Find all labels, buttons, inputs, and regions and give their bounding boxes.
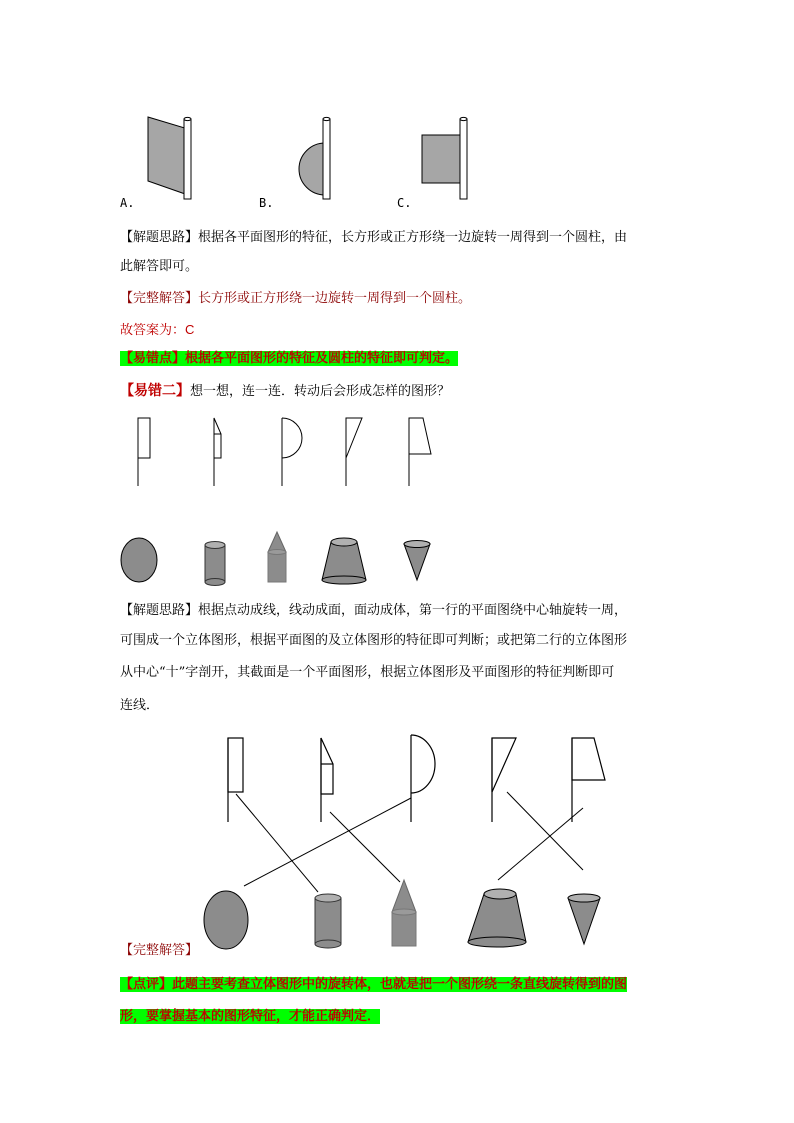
solid-cone: [404, 541, 430, 581]
answer-plane-triangle: [492, 738, 516, 822]
solid-cone-on-cylinder: [268, 532, 286, 582]
q1-thinking-line-2: 此解答即可。: [120, 259, 199, 274]
answer-solid-cylinder: [315, 894, 341, 948]
q2-thinking-line-3: 从中心“十”字剖开，其截面是一个平面图形，根据立体图形及平面图形的特征判断即可: [120, 665, 615, 680]
q1-thinking-line-1: [120, 229, 627, 247]
answer-solid-cone-on-cylinder: [392, 880, 416, 946]
q2-comment-line-2: [120, 1008, 380, 1026]
q1-answer-tag: 【完整解答】: [120, 291, 199, 306]
solids-row: [118, 528, 448, 588]
option-c-figure: [420, 115, 490, 200]
plane-shapes-row: [120, 412, 450, 492]
q1-final-line: [120, 321, 194, 340]
q1-final-label: 故答案为：: [120, 323, 186, 338]
q2-thinking-line-1: [120, 602, 627, 620]
q1-thinking-tag: 【解题思路】: [120, 230, 199, 245]
plane-shape-trapezoid: [409, 418, 431, 486]
answer-solid-cone: [568, 894, 600, 944]
q1-answer-text: 长方形或正方形绕一边旋转一周得到一个圆柱。: [198, 291, 472, 306]
q2-comment-tag: 【点评】: [120, 977, 173, 992]
answer-plane-rect-triangle: [321, 738, 333, 822]
q1-final-value: C: [185, 322, 195, 337]
plane-shape-rect-triangle: [214, 418, 221, 486]
solid-frustum: [322, 538, 366, 584]
q2-title-line: [120, 382, 450, 401]
q2-thinking-text-1: 根据点动成线，线动成面，面动成体，第一行的平面图绕中心轴旋转一周，: [198, 603, 628, 618]
q2-thinking-line-2: 可围成一个立体图形，根据平面图的及立体图形的特征即可判断；或把第二行的立体图形: [120, 633, 628, 648]
option-b-label[interactable]: B.: [259, 196, 274, 210]
plane-shape-rectangle: [138, 418, 150, 486]
match-line-rectangle-cylinder: [236, 794, 318, 892]
q1-mistake-tag: 【易错点】: [120, 351, 186, 366]
answer-solid-sphere: [204, 891, 248, 949]
answer-matching-diagram: [200, 730, 620, 955]
q2-comment-highlight-1: [120, 977, 627, 992]
q1-mistake-highlight: [120, 351, 458, 366]
answer-plane-semicircle: [411, 735, 435, 822]
q2-thinking-tag: 【解题思路】: [120, 603, 199, 618]
answer-plane-trapezoid: [572, 738, 605, 822]
q1-answer-line: [120, 290, 471, 308]
solid-sphere: [121, 538, 157, 582]
plane-shape-triangle: [346, 418, 362, 486]
answer-plane-rectangle: [228, 738, 243, 822]
option-a-figure: [140, 115, 210, 200]
option-b-figure: [285, 115, 355, 200]
q2-thinking-line-4: 连线．: [120, 698, 160, 713]
answer-solid-frustum: [468, 889, 526, 947]
match-line-trapezoid-frustum: [498, 808, 583, 880]
q2-title-text: 想一想，连一连．转动后会形成怎样的图形？: [190, 384, 451, 399]
q2-comment-text-1: 此题主要考查立体图形中的旋转体，也就是把一个图形绕一条直线旋转得到的图: [172, 977, 628, 992]
q2-answer-tag: 【完整解答】: [120, 943, 199, 958]
q2-title-tag: 【易错二】: [120, 383, 190, 399]
option-a-label[interactable]: A.: [120, 196, 135, 210]
q2-comment-line-1: [120, 976, 627, 994]
q2-comment-highlight-2: 形，要掌握基本的图形特征，才能正确判定．: [120, 1009, 381, 1024]
q1-mistake-text: 根据各平面图形的特征及圆柱的特征即可判定。: [185, 351, 459, 366]
q1-thinking-text-1: 根据各平面图形的特征，长方形或正方形绕一边旋转一周得到一个圆柱，由: [198, 230, 628, 245]
match-line-semicircle-sphere: [244, 798, 411, 886]
plane-shape-semicircle: [282, 418, 302, 486]
q1-mistake-line: [120, 350, 458, 368]
option-c-label[interactable]: C.: [397, 196, 412, 210]
solid-cylinder: [205, 542, 225, 586]
